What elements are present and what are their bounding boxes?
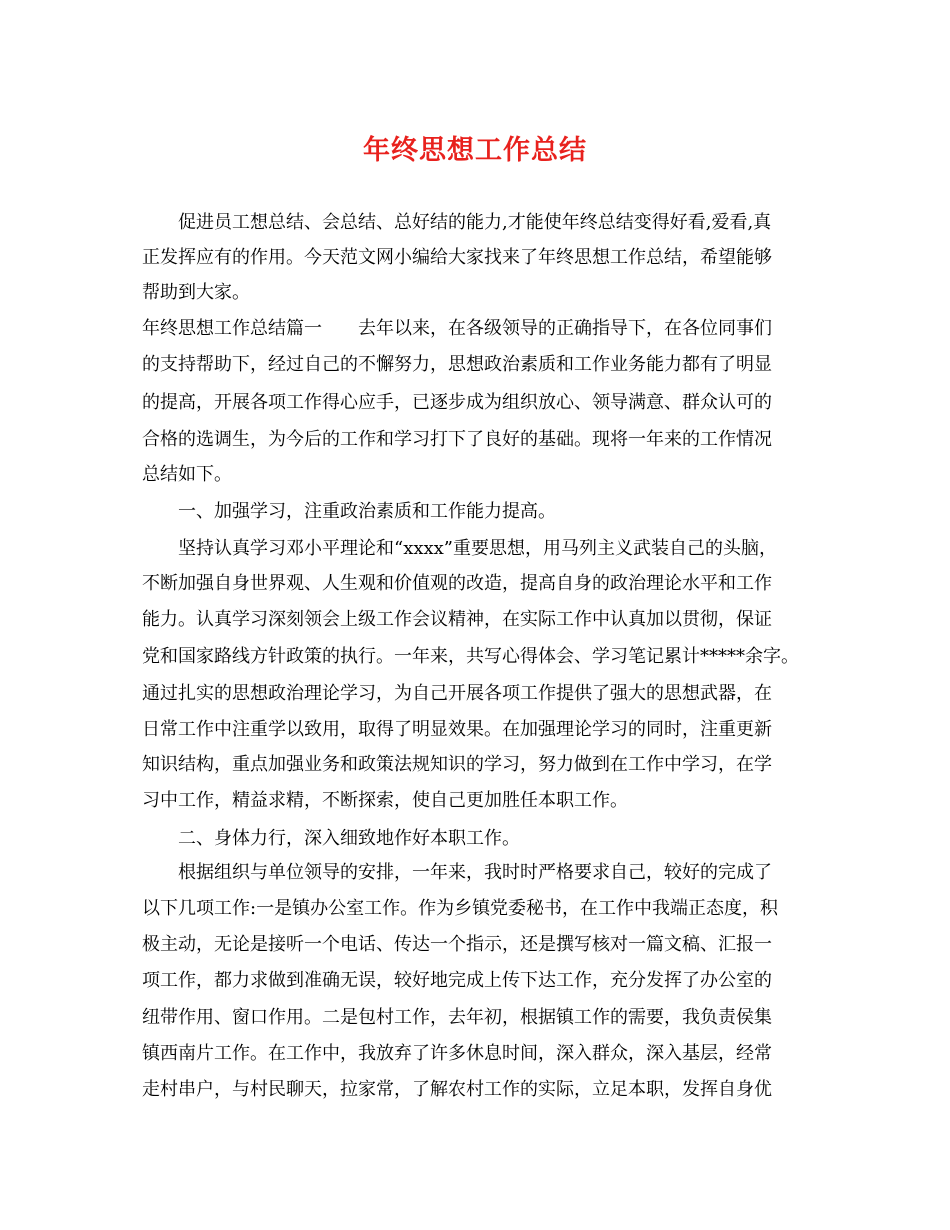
body-line: 通过扎实的思想政治理论学习，为自己开展各项工作提供了强大的思想武器，在	[142, 683, 772, 704]
body-line: 纽带作用、窗口作用。二是包村工作，去年初，根据镇工作的需要，我负责侯集	[142, 1007, 772, 1028]
body-line: 根据组织与单位领导的安排，一年来，我时时严格要求自己，较好的完成了	[142, 862, 772, 883]
body-line: 的提高，开展各项工作得心应手，已逐步成为组织放心、领导满意、群众认可的	[142, 392, 772, 413]
body-line: 习中工作，精益求精，不断探索，使自己更加胜任本职工作。	[142, 790, 628, 811]
body-line: 极主动，无论是接听一个电话、传达一个指示，还是撰写核对一篇文稿、汇报一	[142, 934, 772, 955]
document-title: 年终思想工作总结	[363, 135, 587, 166]
body-line: 能力。认真学习深刻领会上级工作会议精神，在实际工作中认真加以贯彻，保证	[142, 609, 772, 630]
body-line: 知识结构，重点加强业务和政策法规知识的学习，努力做到在工作中学习，在学	[142, 754, 772, 775]
body-line: 镇西南片工作。在工作中，我放弃了许多休息时间，深入群众，深入基层，经常	[142, 1043, 772, 1064]
body-line: 总结如下。	[142, 464, 232, 485]
body-line: 合格的选调生，为今后的工作和学习打下了良好的基础。现将一年来的工作情况	[142, 429, 772, 450]
body-line: 走村串户，与村民聊天，拉家常，了解农村工作的实际，立足本职，发挥自身优	[142, 1079, 772, 1100]
body-line: 不断加强自身世界观、人生观和价值观的改造，提高自身的政治理论水平和工作	[142, 573, 772, 594]
body-line: 一、加强学习，注重政治素质和工作能力提高。	[142, 501, 556, 522]
body-line: 项工作，都力求做到准确无误，较好地完成上传下达工作，充分发挥了办公室的	[142, 970, 772, 991]
body-line: 促进员工想总结、会总结、总好结的能力,才能使年终总结变得好看,爱看,真	[142, 212, 772, 233]
body-line: 年终思想工作总结篇一 去年以来，在各级领导的正确指导下，在各位同事们	[142, 318, 772, 339]
body-line: 党和国家路线方针政策的执行。一年来，共写心得体会、学习笔记累计*****余字。	[142, 646, 799, 667]
body-line: 的支持帮助下，经过自己的不懈努力，思想政治素质和工作业务能力都有了明显	[142, 354, 772, 375]
body-line: 二、身体力行，深入细致地作好本职工作。	[142, 828, 520, 849]
body-line: 帮助到大家。	[142, 282, 250, 303]
body-line: 日常工作中注重学以致用，取得了明显效果。在加强理论学习的同时，注重更新	[142, 719, 772, 740]
body-line: 正发挥应有的作用。今天范文网小编给大家找来了年终思想工作总结，希望能够	[142, 247, 772, 268]
body-line: 坚持认真学习邓小平理论和“xxxx”重要思想，用马列主义武装自己的头脑，	[142, 538, 778, 559]
body-line: 以下几项工作:一是镇办公室工作。作为乡镇党委秘书，在工作中我端正态度，积	[142, 898, 779, 919]
